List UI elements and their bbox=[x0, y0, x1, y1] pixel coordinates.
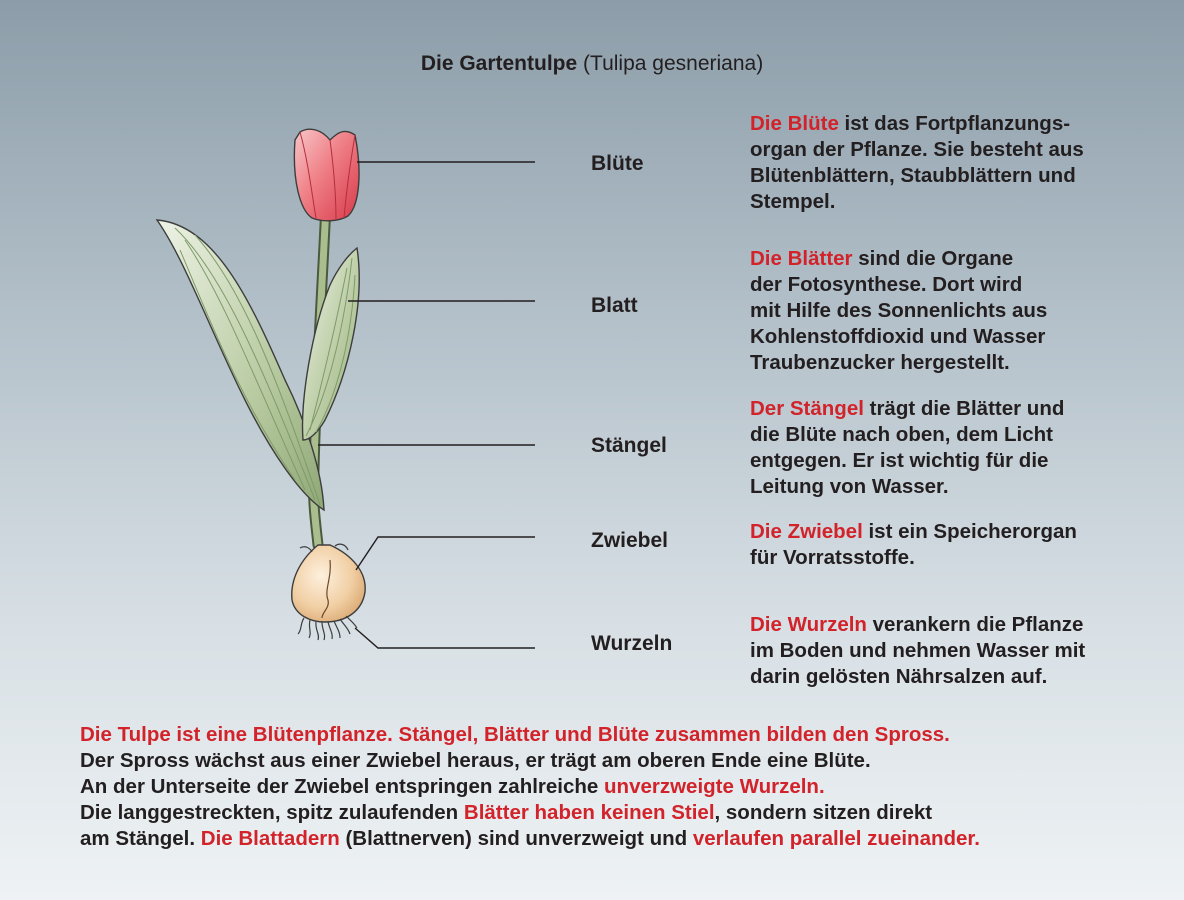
desc-line: mit Hilfe des Sonnenlichts aus bbox=[750, 299, 1048, 322]
desc-blatt-term: Die Blätter bbox=[750, 247, 853, 270]
label-zwiebel: Zwiebel bbox=[591, 529, 669, 552]
title-latin-name: (Tulipa gesneriana) bbox=[583, 52, 764, 75]
desc-zwiebel-term: Die Zwiebel bbox=[750, 520, 863, 543]
left-leaf bbox=[157, 220, 324, 510]
label-bluete: Blüte bbox=[591, 152, 644, 175]
summary-line-4: Die langgestreckten, spitz zulaufenden Blätter haben keinen Stiel, sondern sitzen direkt bbox=[80, 801, 933, 824]
desc-line: organ der Pflanze. Sie besteht aus bbox=[750, 138, 1084, 161]
desc-line: im Boden und nehmen Wasser mit bbox=[750, 639, 1086, 662]
summary-line-5: am Stängel. Die Blattadern (Blattnerven) sind unverzweigt und verlaufen parallel zueinander. bbox=[80, 827, 980, 850]
desc-line: der Fotosynthese. Dort wird bbox=[750, 273, 1023, 296]
desc-line: darin gelösten Nährsalzen auf. bbox=[750, 665, 1048, 688]
desc-line: für Vorratsstoffe. bbox=[750, 546, 915, 569]
desc-wurzeln-term: Die Wurzeln bbox=[750, 613, 867, 636]
desc-line: die Blüte nach oben, dem Licht bbox=[750, 423, 1053, 446]
desc-staengel-term: Der Stängel bbox=[750, 397, 864, 420]
label-blatt: Blatt bbox=[591, 294, 638, 317]
desc-staengel: Der Stängel trägt die Blätter und die Blüte nach oben, dem Licht entgegen. Er ist wichtig für die Leitung von Wasser. bbox=[750, 396, 1170, 500]
callout-line-zwiebel bbox=[356, 537, 535, 570]
desc-line: Leitung von Wasser. bbox=[750, 475, 949, 498]
tulip-flower bbox=[294, 129, 359, 221]
desc-line: Stempel. bbox=[750, 190, 836, 213]
desc-line: entgegen. Er ist wichtig für die bbox=[750, 449, 1049, 472]
desc-line: Traubenzucker hergestellt. bbox=[750, 351, 1010, 374]
summary-line-1: Die Tulpe ist eine Blütenpflanze. Stängel, Blätter und Blüte zusammen bilden den Spross. bbox=[80, 723, 950, 746]
label-staengel: Stängel bbox=[591, 434, 667, 457]
desc-line: Kohlenstoffdioxid und Wasser bbox=[750, 325, 1046, 348]
desc-bluete: Die Blüte ist das Fortpflanzungs- organ der Pflanze. Sie besteht aus Blütenblättern, Staubblättern und Stempel. bbox=[750, 111, 1170, 215]
callout-line-wurzeln bbox=[355, 628, 535, 648]
tulip-bulb bbox=[292, 544, 365, 622]
desc-wurzeln: Die Wurzeln verankern die Pflanze im Boden und nehmen Wasser mit darin gelösten Nährsalzen auf. bbox=[750, 612, 1170, 690]
summary-line-3: An der Unterseite der Zwiebel entspringen zahlreiche unverzweigte Wurzeln. bbox=[80, 775, 825, 798]
label-wurzeln: Wurzeln bbox=[591, 632, 673, 655]
summary-text bbox=[80, 722, 1170, 852]
title-main: Die Gartentulpe bbox=[420, 52, 578, 75]
desc-bluete-term: Die Blüte bbox=[750, 112, 839, 135]
desc-zwiebel: Die Zwiebel ist ein Speicherorgan für Vorratsstoffe. bbox=[750, 519, 1170, 571]
right-leaf bbox=[303, 248, 360, 440]
desc-blatt: Die Blätter sind die Organe der Fotosynthese. Dort wird mit Hilfe des Sonnenlichts aus Kohlenstoffdioxid und Wasser Traubenzucker hergestellt. bbox=[750, 246, 1170, 376]
summary-line-2: Der Spross wächst aus einer Zwiebel heraus, er trägt am oberen Ende eine Blüte. bbox=[80, 749, 871, 772]
desc-line: Blütenblättern, Staubblättern und bbox=[750, 164, 1076, 187]
